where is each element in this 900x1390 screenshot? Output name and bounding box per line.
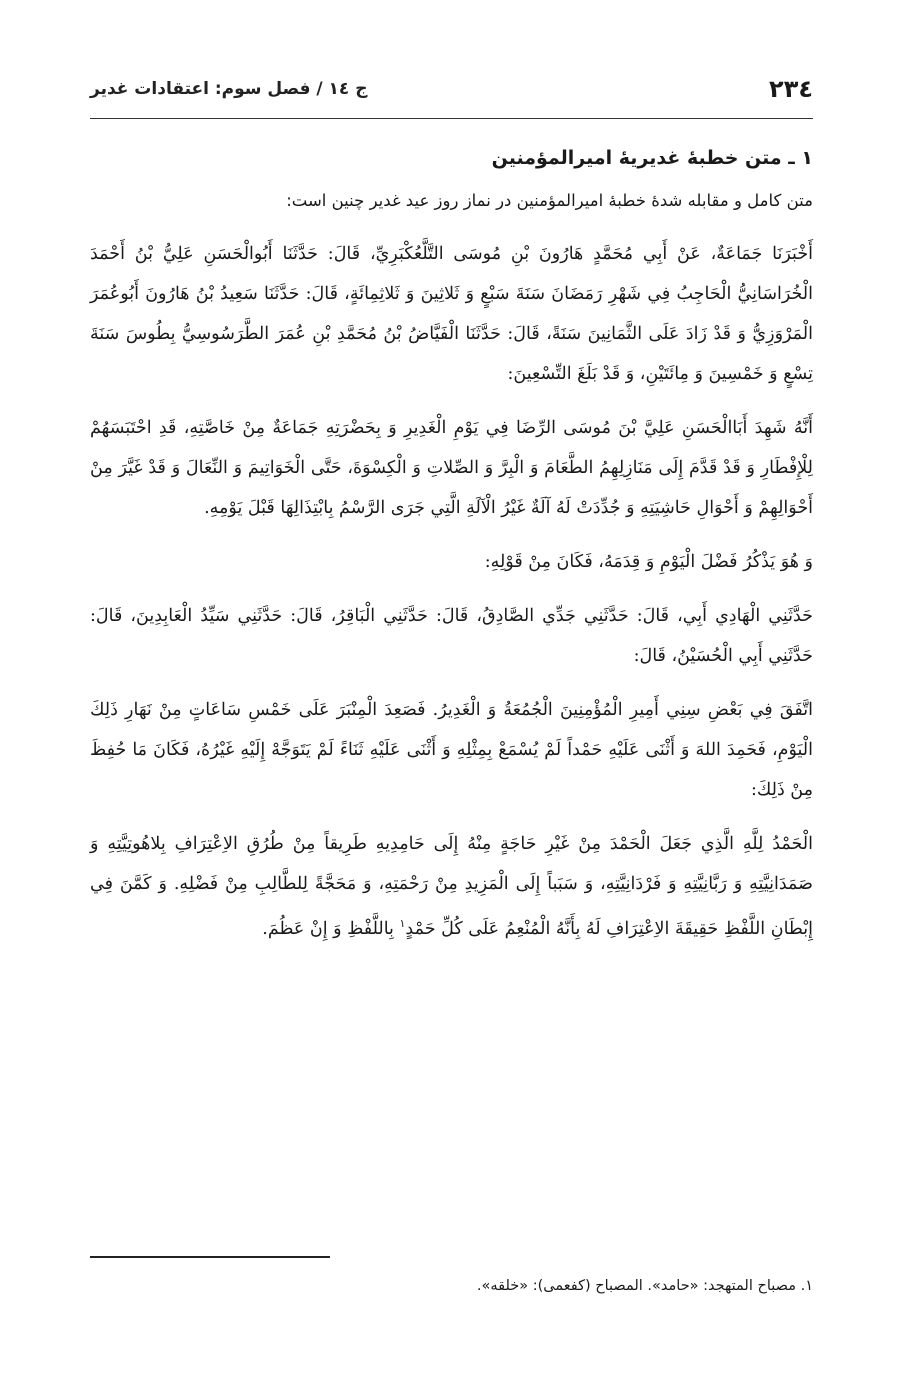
running-head (90, 72, 813, 106)
running-title: ج ١٤ / فصل سوم: اعتقادات غدير (90, 79, 368, 99)
intro-paragraph: متن كامل و مقابله شدهٔ خطبهٔ اميرالمؤمنين در نماز روز عيد غدير چنين است: (286, 191, 813, 210)
page-number: ۲۳٤ (769, 75, 813, 103)
introduction-line: وَ هُوَ يَذْكُرُ فَضْلَ الْيَوْمِ وَ قِدَمَهُ، فَكَانَ مِنْ قَوْلِهِ: (484, 552, 813, 572)
sermon-text-end: بِاللَّفْظِ وَ إِنْ عَظُمَ. (262, 918, 400, 939)
chain-paragraph: حَدَّثَنِي الْهَادِي أَبِي، قَالَ: حَدَّثَنِي جَدِّي الصَّادِقُ، قَالَ: حَدَّثَنِي الْبَاقِرُ، قَالَ: حَدَّثَنِي سَيِّدُ الْعَابِدِينَ، قَالَ: حَدَّثَنِي أَبِي الْحُسَيْنُ، قَالَ: (90, 606, 813, 666)
footnote: ١. مصباح المتهجد: «حامد». المصباح (كفعمى): «خلقه». (476, 1278, 813, 1294)
sermon-text: الْحَمْدُ لِلَّهِ الَّذِي جَعَلَ الْحَمْدَ مِنْ غَيْرِ حَاجَةٍ مِنْهُ إِلَى حَامِدِيهِ طَرِيقاً مِنْ طُرُقِ الاِعْتِرَافِ بِلاهُوتِيَّتِهِ وَ صَمَدَانِيَّتِهِ وَ رَبَّانِيَّتِهِ وَ فَرْدَانِيَّتِهِ، وَ سَبَباً إِلَى الْمَزِيدِ مِنْ رَحْمَتِهِ، وَ مَحَجَّةً لِلطَّالِبِ مِنْ فَضْلِهِ. وَ كَمَّنَ فِي إِبْطَانِ اللَّفْظِ حَقِيقَةَ الاِعْتِرَافِ لَهُ بِأَنَّهُ الْمُنْعِمُ عَلَى كُلِّ حَمْدٍ (90, 834, 813, 939)
page-body (90, 140, 813, 963)
header-rule (90, 118, 813, 119)
footnote-marker[interactable]: ١ (399, 917, 406, 930)
narration-paragraph: أَنَّهُ شَهِدَ أَبَاالْحَسَنِ عَلِيَّ بْنَ مُوسَى الرِّضَا فِي يَوْمِ الْغَدِيرِ وَ بِحَضْرَتِهِ جَمَاعَةٌ مِنْ خَاصَّتِهِ، قَدِ احْتَبَسَهُمْ لِلْإِفْطَارِ وَ قَدْ قَدَّمَ إِلَى مَنَازِلِهِمُ الطَّعَامَ وَ الْبِرَّ وَ الصِّلاتِ وَ الْكِسْوَةَ، حَتَّى الْخَوَاتِيمَ وَ النِّعَالَ وَ قَدْ غَيَّرَ مِنْ أَحْوَالِهِمْ وَ أَحْوَالِ حَاشِيَتِهِ وَ جُدِّدَتْ لَهُ آلَةٌ غَيْرُ الْآلَةِ الَّتِي جَرَى الرَّسْمُ بِابْتِذَالِهَا قَبْلَ يَوْمِهِ. (90, 418, 813, 518)
isnad-paragraph: أَخْبَرَنَا جَمَاعَةٌ، عَنْ أَبِي مُحَمَّدٍ هَارُونَ بْنِ مُوسَى التَّلَّعُكْبَرِيِّ، قَالَ: حَدَّثَنَا أَبُوالْحَسَنِ عَلِيُّ بْنُ أَحْمَدَ الْخُرَاسَانِيُّ الْحَاجِبُ فِي شَهْرِ رَمَضَانَ سَنَةَ سَبْعٍ وَ ثَلاثِينَ وَ ثَلاثِمِائَةٍ، قَالَ: حَدَّثَنَا سَعِيدُ بْنُ هَارُونَ أَبُوعُمَرَ الْمَرْوَزِيُّ وَ قَدْ زَادَ عَلَى الثَّمَانِينَ سَنَةً، قَالَ: حَدَّثَنَا الْفَيَّاضُ بْنُ مُحَمَّدِ بْنِ عُمَرَ الطَّرَسُوسِيُّ بِطُوسَ سَنَةَ تِسْعٍ وَ خَمْسِينَ وَ مِائَتَيْنِ، وَ قَدْ بَلَغَ التِّسْعِينَ: (90, 244, 813, 384)
event-paragraph: اتَّفَقَ فِي بَعْضِ سِنِي أَمِيرِ الْمُؤْمِنِينَ الْجُمُعَةُ وَ الْغَدِيرُ. فَصَعِدَ الْمِنْبَرَ عَلَى خَمْسِ سَاعَاتٍ مِنْ نَهَارِ ذَلِكَ الْيَوْمِ، فَحَمِدَ اللهَ وَ أَثْنَى عَلَيْهِ حَمْداً لَمْ يُسْمَعْ بِمِثْلِهِ وَ أَثْنَى عَلَيْهِ ثَنَاءً لَمْ يَتَوَجَّهْ إِلَيْهِ غَيْرُهُ، فَكَانَ مَا حُفِظَ مِنْ ذَلِكَ: (90, 700, 813, 800)
section-heading: ١ ـ متن خطبهٔ غديريهٔ اميرالمؤمنين (491, 147, 813, 169)
sermon-opening-paragraph (90, 824, 813, 949)
book-page (90, 0, 813, 1390)
footnote-rule (90, 1256, 330, 1258)
